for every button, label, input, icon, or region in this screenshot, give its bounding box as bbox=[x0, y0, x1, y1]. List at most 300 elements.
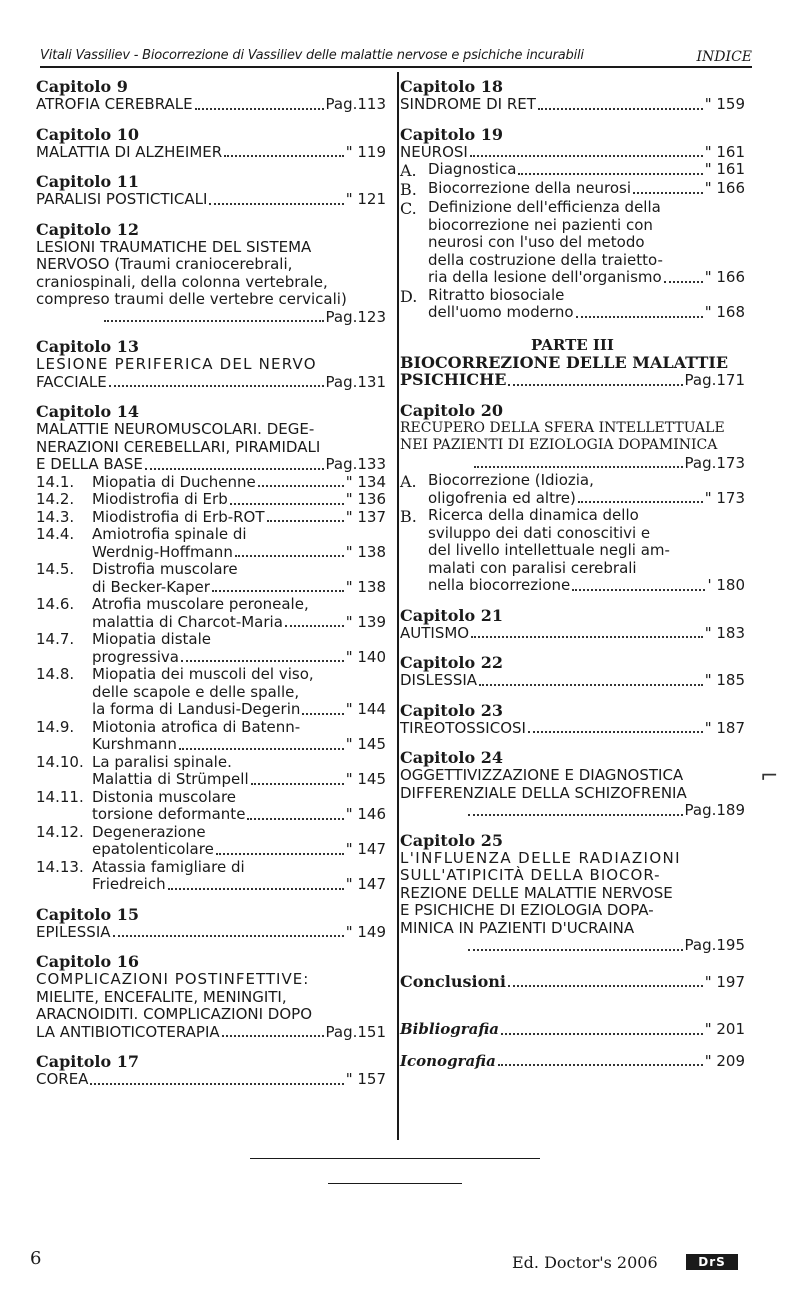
dot-leader bbox=[498, 1064, 703, 1066]
publisher-line: Ed. Doctor's 2006 bbox=[512, 1253, 658, 1272]
subsection-list bbox=[36, 474, 386, 894]
entry-title: SINDROME DI RET bbox=[400, 95, 536, 113]
dot-leader bbox=[145, 468, 324, 470]
item-body bbox=[428, 472, 745, 507]
dot-leader bbox=[109, 385, 324, 387]
entry-line: MALATTIE NEUROMUSCOLARI. DEGE- bbox=[36, 420, 315, 438]
page-ref: " 185 bbox=[704, 671, 745, 689]
entry-title: PSICHICHE bbox=[400, 370, 507, 389]
toc-right-column bbox=[400, 78, 745, 1082]
dot-leader bbox=[538, 108, 703, 110]
dot-leader bbox=[195, 108, 324, 110]
page-ref: " 197 bbox=[704, 972, 745, 991]
entry-line: del livello intellettuale negli am- bbox=[428, 541, 670, 559]
entry-title: COREA bbox=[36, 1070, 89, 1088]
entry-line: LESIONE PERIFERICA DEL NERVO bbox=[36, 355, 317, 373]
toc-line bbox=[36, 649, 386, 667]
entry-line: NERAZIONI CEREBELLARI, PIRAMIDALI bbox=[36, 437, 321, 456]
entry-line bbox=[36, 561, 386, 579]
entry-title: malattia di Charcot-Maria bbox=[92, 612, 283, 631]
dot-leader bbox=[302, 713, 343, 715]
entry-line: COMPLICAZIONI POSTINFETTIVE: bbox=[36, 970, 310, 988]
toc-line bbox=[36, 924, 386, 942]
chapter-heading: Capitolo 11 bbox=[36, 172, 140, 191]
toc-entry-iconografia bbox=[400, 1053, 745, 1071]
chapter-heading: Capitolo 12 bbox=[36, 219, 140, 239]
item-body bbox=[428, 507, 745, 595]
subsection-number: 14.11. bbox=[36, 787, 84, 806]
toc-line bbox=[36, 509, 386, 527]
entry-title: Miopatia di Duchenne bbox=[92, 472, 256, 491]
entry-title: ria della lesione dell'organismo bbox=[428, 268, 662, 286]
closing-rule-long bbox=[250, 1158, 540, 1159]
lettered-item bbox=[400, 180, 745, 199]
entry-text: Distrofia muscolare bbox=[92, 560, 238, 578]
dot-leader bbox=[212, 590, 344, 592]
item-letter: D. bbox=[400, 286, 418, 306]
chapter-heading: Capitolo 23 bbox=[400, 700, 504, 720]
item-letter: B. bbox=[400, 180, 417, 199]
page-ref: " 161 bbox=[704, 142, 745, 161]
dot-leader bbox=[572, 589, 705, 591]
toc-entry-cap24 bbox=[400, 749, 745, 820]
subsection-item bbox=[36, 561, 386, 596]
lettered-list bbox=[400, 472, 745, 595]
toc-line bbox=[36, 191, 386, 209]
toc-entry-cap14 bbox=[36, 403, 386, 894]
entry-title: Diagnostica bbox=[428, 160, 517, 178]
handwritten-mark: ⌐ bbox=[760, 764, 779, 789]
subsection-number: 14.2. bbox=[36, 490, 75, 508]
dot-leader bbox=[251, 783, 344, 785]
toc-entry-cap15 bbox=[36, 906, 386, 942]
dot-leader bbox=[267, 520, 344, 522]
entry-line: MINICA IN PAZIENTI D'UCRAINA bbox=[400, 918, 635, 937]
dot-leader bbox=[471, 636, 703, 638]
chapter-heading: Capitolo 10 bbox=[36, 124, 140, 144]
lettered-item bbox=[400, 507, 745, 595]
entry-line bbox=[36, 824, 386, 842]
subsection-item bbox=[36, 666, 386, 719]
toc-left-column bbox=[36, 78, 386, 1101]
page-ref: " 137 bbox=[345, 507, 386, 526]
toc-line bbox=[400, 96, 745, 114]
toc-entry-cap18 bbox=[400, 78, 745, 114]
toc-line bbox=[400, 144, 745, 162]
entry-line: Ritratto biosociale bbox=[428, 285, 565, 304]
page-ref: " 166 bbox=[704, 268, 745, 286]
lettered-list bbox=[400, 161, 745, 322]
entry-line: sviluppo dei dati conoscitivi e bbox=[428, 523, 651, 542]
subsection-item bbox=[36, 509, 386, 527]
page-ref: " 119 bbox=[345, 142, 386, 161]
item-body bbox=[428, 180, 745, 199]
subsection-number: 14.5. bbox=[36, 560, 75, 578]
toc-line bbox=[428, 161, 745, 179]
toc-line bbox=[400, 371, 745, 390]
page-ref: " 121 bbox=[345, 190, 386, 208]
entry-text: Distonia muscolare bbox=[92, 787, 237, 806]
entry-title: Werdnig-Hoffmann bbox=[92, 542, 233, 561]
entry-text: Amiotrofia spinale di bbox=[92, 525, 247, 543]
page-ref: Pag.189 bbox=[684, 801, 745, 819]
entry-title: EPILESSIA bbox=[36, 922, 111, 941]
page-ref: Pag.173 bbox=[684, 453, 745, 472]
section-label: INDICE bbox=[696, 49, 752, 65]
entry-title: epatolenticolare bbox=[92, 840, 214, 858]
toc-entry-cap22 bbox=[400, 654, 745, 690]
toc-line bbox=[400, 672, 745, 690]
dot-leader bbox=[508, 384, 682, 386]
lettered-item bbox=[400, 199, 745, 287]
entry-line: neurosi con l'uso del metodo bbox=[428, 233, 645, 251]
toc-entry-cap9 bbox=[36, 78, 386, 114]
dot-leader bbox=[181, 660, 344, 662]
subsection-number: 14.10. bbox=[36, 752, 84, 771]
item-letter: A. bbox=[400, 161, 417, 180]
entry-line: NERVOSO (Traumi craniocerebrali, bbox=[36, 255, 293, 273]
entry-title: E DELLA BASE bbox=[36, 455, 143, 473]
item-letter: A. bbox=[400, 472, 417, 491]
item-body bbox=[428, 199, 745, 287]
dot-leader bbox=[179, 748, 344, 750]
dot-leader bbox=[528, 731, 703, 733]
chapter-heading: Capitolo 18 bbox=[400, 77, 504, 96]
page-ref: " 161 bbox=[704, 160, 745, 178]
page-ref: Pag.133 bbox=[325, 455, 386, 473]
page-ref: " 209 bbox=[704, 1051, 745, 1070]
page-ref: " 147 bbox=[345, 840, 386, 858]
toc-line bbox=[400, 720, 745, 738]
toc-entry-bibliografia bbox=[400, 1021, 745, 1039]
toc-line bbox=[428, 577, 745, 595]
entry-line bbox=[36, 789, 386, 807]
toc-part3 bbox=[400, 336, 745, 390]
entry-line bbox=[36, 631, 386, 649]
dot-leader bbox=[474, 466, 683, 468]
chapter-heading: Capitolo 15 bbox=[36, 904, 140, 924]
page-ref: " 183 bbox=[704, 623, 745, 642]
dot-leader bbox=[576, 316, 703, 318]
entry-text: Miopatia distale bbox=[92, 630, 211, 648]
entry-line: Ricerca della dinamica dello bbox=[428, 506, 639, 524]
chapter-heading: Capitolo 16 bbox=[36, 952, 140, 971]
dot-leader bbox=[209, 203, 343, 205]
entry-line: Biocorrezione (Idiozia, bbox=[428, 471, 594, 489]
dot-leader bbox=[468, 949, 683, 951]
toc-entry-cap12 bbox=[36, 221, 386, 327]
dot-leader bbox=[578, 501, 703, 503]
chapter-heading: Capitolo 9 bbox=[36, 77, 128, 96]
toc-line bbox=[428, 490, 745, 508]
entry-line: craniospinali, della colonna vertebrale, bbox=[36, 272, 328, 291]
part-heading: PARTE III bbox=[531, 335, 614, 354]
subsection-number: 14.8. bbox=[36, 665, 75, 683]
toc-line bbox=[36, 374, 386, 392]
entry-line: ARACNOIDITI. COMPLICAZIONI DOPO bbox=[36, 1005, 313, 1023]
toc-line bbox=[400, 455, 745, 473]
page-ref: ' 180 bbox=[707, 576, 745, 594]
toc-entry-cap21 bbox=[400, 607, 745, 643]
part-title-line: BIOCORREZIONE DELLE MALATTIE bbox=[400, 352, 729, 372]
chapter-heading: Capitolo 24 bbox=[400, 748, 504, 767]
toc-line bbox=[36, 806, 386, 824]
entry-text: La paralisi spinale. bbox=[92, 752, 232, 771]
toc-line bbox=[400, 1053, 745, 1071]
item-letter: B. bbox=[400, 507, 417, 526]
entry-title: AUTISMO bbox=[400, 623, 470, 642]
entry-line: biocorrezione nei pazienti con bbox=[428, 215, 653, 234]
page-ref: " 145 bbox=[345, 770, 386, 788]
subsection-number: 14.13. bbox=[36, 857, 84, 876]
dot-leader bbox=[168, 888, 344, 890]
toc-line bbox=[36, 736, 386, 754]
toc-entry-cap13 bbox=[36, 338, 386, 391]
entry-title: Miodistrofia di Erb-ROT bbox=[92, 507, 265, 526]
chapter-heading: Capitolo 20 bbox=[400, 400, 504, 420]
lettered-item bbox=[400, 287, 745, 322]
toc-line bbox=[36, 491, 386, 509]
entry-title: Biocorrezione della neurosi bbox=[428, 179, 632, 197]
toc-line bbox=[36, 614, 386, 632]
dot-leader bbox=[479, 684, 703, 686]
page-ref: " 166 bbox=[704, 179, 745, 197]
entry-title: DISLESSIA bbox=[400, 671, 478, 689]
entry-title: FACCIALE bbox=[36, 372, 107, 391]
entry-title: Malattia di Strümpell bbox=[92, 770, 249, 788]
toc-line bbox=[36, 579, 386, 597]
subsection-item bbox=[36, 474, 386, 492]
page-ref: " 187 bbox=[704, 718, 745, 737]
lettered-item bbox=[400, 472, 745, 507]
page-ref: Pag.195 bbox=[684, 936, 745, 954]
entry-title: Kurshmann bbox=[92, 735, 177, 753]
page-ref: " 134 bbox=[345, 472, 386, 491]
entry-title: progressiva bbox=[92, 647, 179, 666]
entry-line: L'INFLUENZA DELLE RADIAZIONI bbox=[400, 848, 681, 867]
item-letter: C. bbox=[400, 199, 417, 218]
toc-line bbox=[36, 701, 386, 719]
entry-text: Miotonia atrofica di Batenn- bbox=[92, 717, 301, 736]
page-ref: Pag.131 bbox=[325, 372, 386, 391]
page-ref: Pag.113 bbox=[325, 95, 386, 113]
item-body bbox=[428, 161, 745, 180]
entry-title: torsione deformante bbox=[92, 805, 246, 823]
toc-line bbox=[400, 937, 745, 955]
subsection-item bbox=[36, 824, 386, 859]
running-header bbox=[40, 42, 752, 68]
entry-text: Atassia famigliare di bbox=[92, 857, 245, 876]
chapter-heading: Capitolo 21 bbox=[400, 605, 504, 625]
subsection-item bbox=[36, 859, 386, 894]
chapter-heading: Capitolo 25 bbox=[400, 830, 504, 850]
dot-leader bbox=[633, 192, 703, 194]
subsection-number: 14.12. bbox=[36, 822, 84, 841]
dot-leader bbox=[664, 281, 703, 283]
entry-line: della costruzione della traietto- bbox=[428, 250, 663, 269]
page-ref: " 136 bbox=[345, 490, 386, 508]
page-ref: Pag.171 bbox=[684, 371, 745, 389]
subsection-number: 14.1. bbox=[36, 472, 75, 491]
closing-rule-short bbox=[328, 1183, 462, 1184]
chapter-heading: Capitolo 19 bbox=[400, 124, 504, 144]
entry-line: NEI PAZIENTI DI EZIOLOGIA DOPAMINICA bbox=[400, 437, 718, 453]
subsection-item bbox=[36, 491, 386, 509]
entry-title: Bibliografia bbox=[400, 1020, 500, 1038]
dot-leader bbox=[230, 503, 344, 505]
entry-title: Friedreich bbox=[92, 875, 166, 893]
dot-leader bbox=[501, 1033, 703, 1035]
toc-line bbox=[428, 269, 745, 287]
dot-leader bbox=[113, 935, 344, 937]
subsection-item bbox=[36, 631, 386, 666]
entry-title: ATROFIA CEREBRALE bbox=[36, 95, 193, 113]
toc-entry-cap10 bbox=[36, 126, 386, 162]
toc-line bbox=[36, 1024, 386, 1042]
page-ref: " 146 bbox=[345, 805, 386, 823]
subsection-item bbox=[36, 754, 386, 789]
dot-leader bbox=[224, 155, 344, 157]
page-ref: Pag.151 bbox=[325, 1022, 386, 1041]
entry-title: dell'uomo moderno bbox=[428, 303, 574, 321]
entry-line: E PSICHICHE DI EZIOLOGIA DOPA- bbox=[400, 901, 654, 919]
page-number: 6 bbox=[30, 1248, 42, 1269]
toc-line bbox=[36, 544, 386, 562]
page-ref: " 140 bbox=[345, 647, 386, 666]
entry-line: DIFFERENZIALE DELLA SCHIZOFRENIA bbox=[400, 783, 687, 802]
toc-line bbox=[400, 802, 745, 820]
subsection-number: 14.3. bbox=[36, 507, 75, 526]
entry-line: compreso traumi delle vertebre cervicali) bbox=[36, 290, 347, 308]
entry-line bbox=[36, 754, 386, 772]
dot-leader bbox=[468, 814, 683, 816]
chapter-heading: Capitolo 22 bbox=[400, 653, 504, 672]
toc-entry-cap11 bbox=[36, 173, 386, 209]
dot-leader bbox=[285, 625, 344, 627]
publisher-logo: DrS bbox=[686, 1254, 738, 1270]
page-ref: " 157 bbox=[345, 1070, 386, 1088]
entry-title: Conclusioni bbox=[400, 971, 506, 991]
entry-line: REZIONE DELLE MALATTIE NERVOSE bbox=[400, 883, 673, 902]
dot-leader bbox=[216, 853, 344, 855]
toc-line bbox=[36, 144, 386, 162]
entry-title: PARALISI POSTICTICALI bbox=[36, 190, 208, 208]
subsection-number: 14.4. bbox=[36, 525, 75, 543]
toc-entry-cap25 bbox=[400, 832, 745, 955]
lettered-item bbox=[400, 161, 745, 180]
toc-line bbox=[36, 456, 386, 474]
entry-title: oligofrenia ed altre) bbox=[428, 488, 576, 507]
entry-text: Miopatia dei muscoli del viso, bbox=[92, 665, 314, 683]
page-ref: " 149 bbox=[345, 922, 386, 941]
page-ref: Pag.123 bbox=[325, 307, 386, 326]
entry-line: LESIONI TRAUMATICHE DEL SISTEMA bbox=[36, 237, 312, 256]
toc-line bbox=[36, 841, 386, 859]
chapter-heading: Capitolo 13 bbox=[36, 337, 140, 356]
toc-line bbox=[428, 304, 745, 322]
toc-line bbox=[400, 1021, 745, 1039]
subsection-number: 14.6. bbox=[36, 595, 75, 613]
entry-title: Iconografia bbox=[400, 1051, 496, 1070]
entry-title: nella biocorrezione bbox=[428, 576, 571, 594]
entry-line: RECUPERO DELLA SFERA INTELLETTUALE bbox=[400, 419, 725, 436]
subsection-number: 14.9. bbox=[36, 717, 75, 736]
subsection-item bbox=[36, 596, 386, 631]
dot-leader bbox=[90, 1083, 343, 1085]
toc-entry-cap16 bbox=[36, 953, 386, 1041]
page-ref: " 144 bbox=[345, 700, 386, 718]
toc-entry-cap17 bbox=[36, 1053, 386, 1089]
entry-title: NEUROSI bbox=[400, 142, 468, 161]
dot-leader bbox=[258, 485, 344, 487]
toc-line bbox=[36, 474, 386, 492]
entry-line: Definizione dell'efficienza della bbox=[428, 198, 661, 216]
entry-title: LA ANTIBIOTICOTERAPIA bbox=[36, 1022, 220, 1041]
entry-line: MIELITE, ENCEFALITE, MENINGITI, bbox=[36, 987, 287, 1006]
toc-line bbox=[36, 1071, 386, 1089]
subsection-item bbox=[36, 789, 386, 824]
entry-line bbox=[36, 719, 386, 737]
dot-leader bbox=[508, 985, 703, 987]
toc-line bbox=[400, 973, 745, 992]
page-ref: " 159 bbox=[704, 95, 745, 113]
toc-line bbox=[36, 309, 386, 327]
page-ref: " 139 bbox=[345, 612, 386, 631]
entry-line: malati con paralisi cerebrali bbox=[428, 558, 637, 577]
subsection-item bbox=[36, 526, 386, 561]
entry-line bbox=[36, 596, 386, 614]
entry-line: SULL'ATIPICITÀ DELLA BIOCOR- bbox=[400, 866, 661, 884]
entry-line: OGGETTIVIZZAZIONE E DIAGNOSTICA bbox=[400, 766, 684, 784]
toc-line bbox=[36, 96, 386, 114]
entry-title: di Becker-Kaper bbox=[92, 577, 210, 596]
dot-leader bbox=[104, 320, 324, 322]
dot-leader bbox=[222, 1035, 324, 1037]
entry-line bbox=[36, 666, 386, 684]
toc-line bbox=[400, 625, 745, 643]
entry-title: MALATTIA DI ALZHEIMER bbox=[36, 142, 223, 161]
toc-entry-cap23 bbox=[400, 702, 745, 738]
entry-title: Miodistrofia di Erb bbox=[92, 490, 228, 508]
page-ref: " 138 bbox=[345, 542, 386, 561]
dot-leader bbox=[518, 173, 702, 175]
page-ref: " 201 bbox=[704, 1020, 745, 1038]
column-divider bbox=[397, 72, 399, 1140]
toc-entry-cap20 bbox=[400, 402, 745, 595]
toc-line bbox=[36, 771, 386, 789]
entry-line bbox=[36, 859, 386, 877]
entry-title: la forma di Landusi-Degerin bbox=[92, 700, 301, 718]
item-body bbox=[428, 287, 745, 322]
subsection-number: 14.7. bbox=[36, 630, 75, 648]
book-title: Vitali Vassiliev - Biocorrezione di Vassiliev delle malattie nervose e psichiche incurabili bbox=[40, 48, 584, 63]
entry-title: TIREOTOSSICOSI bbox=[400, 718, 526, 737]
chapter-heading: Capitolo 14 bbox=[36, 402, 140, 421]
page-ref: " 173 bbox=[704, 488, 745, 507]
toc-line bbox=[428, 180, 745, 198]
chapter-heading: Capitolo 17 bbox=[36, 1052, 140, 1071]
dot-leader bbox=[247, 818, 343, 820]
toc-entry-conclusioni bbox=[400, 973, 745, 992]
subsection-item bbox=[36, 719, 386, 754]
entry-text: Atrofia muscolare peroneale, bbox=[92, 595, 309, 613]
page-ref: " 147 bbox=[345, 875, 386, 893]
page-ref: " 138 bbox=[345, 577, 386, 596]
page-ref: " 168 bbox=[704, 303, 745, 321]
entry-line: delle scapole e delle spalle, bbox=[92, 682, 300, 701]
toc-line bbox=[36, 876, 386, 894]
entry-line bbox=[36, 526, 386, 544]
